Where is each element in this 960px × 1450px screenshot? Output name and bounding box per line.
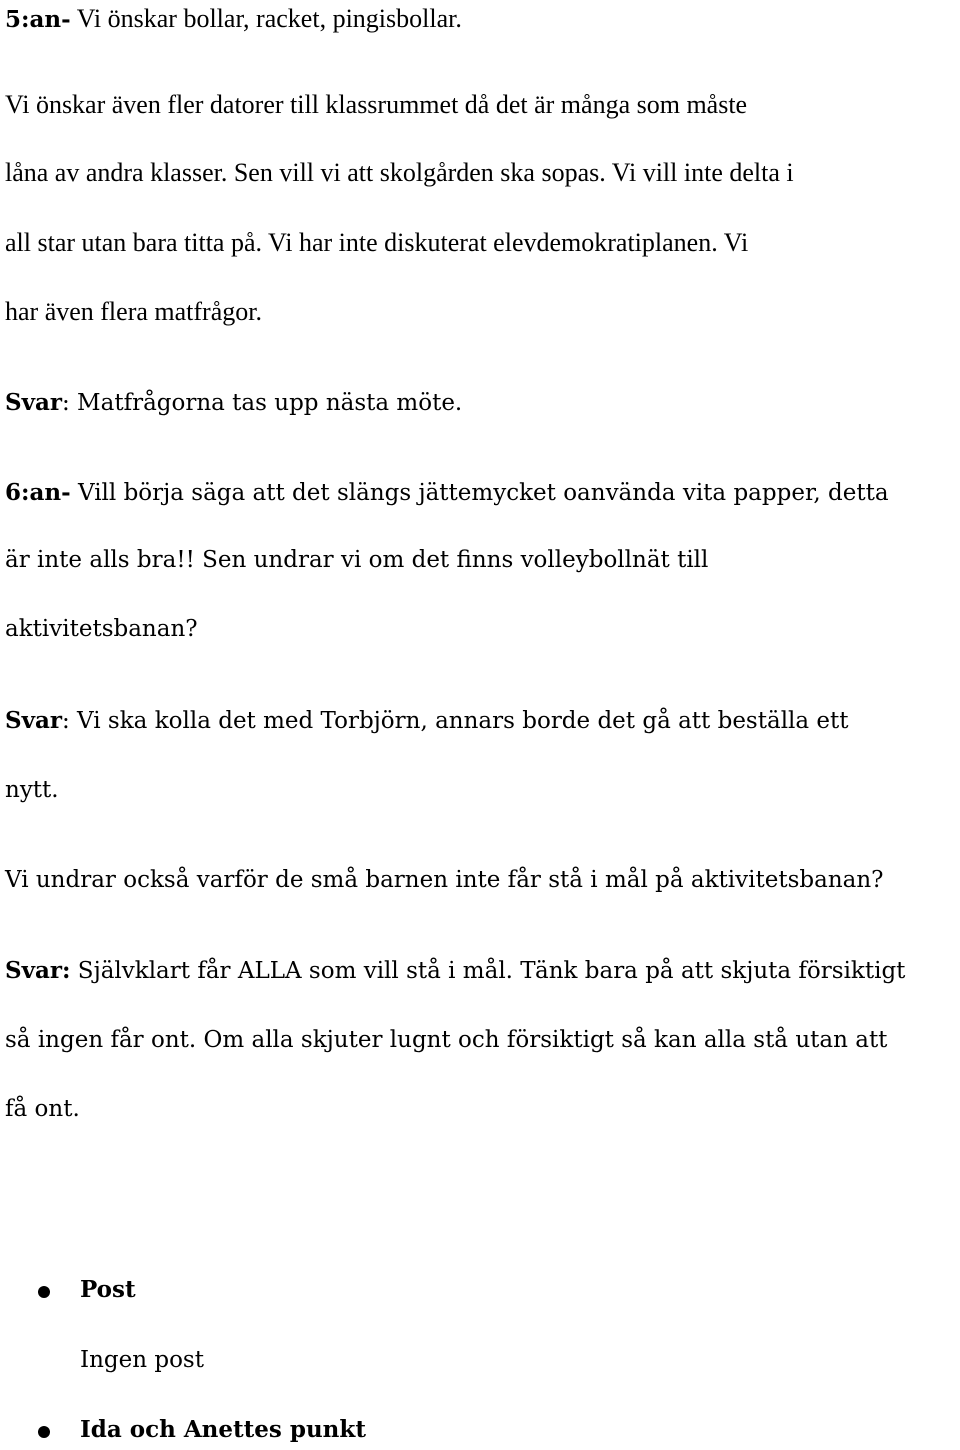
svar2-line-1 xyxy=(5,709,849,733)
svar2-line-1-text: : Vi ska kolla det med Torbjörn, annars borde det gå att beställa ett xyxy=(62,708,849,734)
bullet-heading-post: Post xyxy=(80,1276,136,1303)
svar3-line-3: få ont. xyxy=(5,1096,80,1122)
p6-line-3: aktivitetsbanan? xyxy=(5,616,198,642)
p5-line-5: har även flera matfrågor. xyxy=(5,297,262,326)
p5-line-2: Vi önskar även fler datorer till klassrummet då det är många som måste xyxy=(5,90,748,119)
svar3-line-1-text: Självklart får ALLA som vill stå i mål. Tänk bara på att skjuta försiktigt xyxy=(70,958,906,984)
p5-line-1 xyxy=(5,6,462,32)
bullet-heading-ida-anette: Ida och Anettes punkt xyxy=(80,1416,366,1443)
svar3-line-1 xyxy=(5,959,905,983)
bullet-dot-icon xyxy=(38,1286,50,1298)
svar1-text: : Matfrågorna tas upp nästa möte. xyxy=(62,390,463,416)
p5-line-1-text: Vi önskar bollar, racket, pingisbollar. xyxy=(70,4,462,33)
p6-line-1-text: Vill börja säga att det slängs jättemycket oanvända vita papper, detta xyxy=(70,480,889,506)
p6-line-1 xyxy=(5,481,889,505)
bullet-dot-icon xyxy=(38,1426,50,1438)
svar1-line xyxy=(5,391,462,415)
p5-line-3: låna av andra klasser. Sen vill vi att skolgården ska sopas. Vi vill inte delta i xyxy=(5,158,794,187)
p5-line-4: all star utan bara titta på. Vi har inte diskuterat elevdemokratiplanen. Vi xyxy=(5,228,749,257)
svar1-label: Svar xyxy=(5,389,62,416)
svar3-line-2: så ingen får ont. Om alla skjuter lugnt och försiktigt så kan alla stå utan att xyxy=(5,1027,888,1053)
svar2-line-2: nytt. xyxy=(5,777,59,803)
p6-line-2: är inte alls bra!! Sen undrar vi om det finns volleybollnät till xyxy=(5,547,709,573)
bullet-body-post: Ingen post xyxy=(80,1347,204,1373)
p5-label: 5:an- xyxy=(5,6,71,33)
svar3-label: Svar: xyxy=(5,957,71,984)
question-line: Vi undrar också varför de små barnen inte får stå i mål på aktivitetsbanan? xyxy=(5,867,884,893)
svar2-label: Svar xyxy=(5,707,62,734)
p6-label: 6:an- xyxy=(5,479,71,506)
